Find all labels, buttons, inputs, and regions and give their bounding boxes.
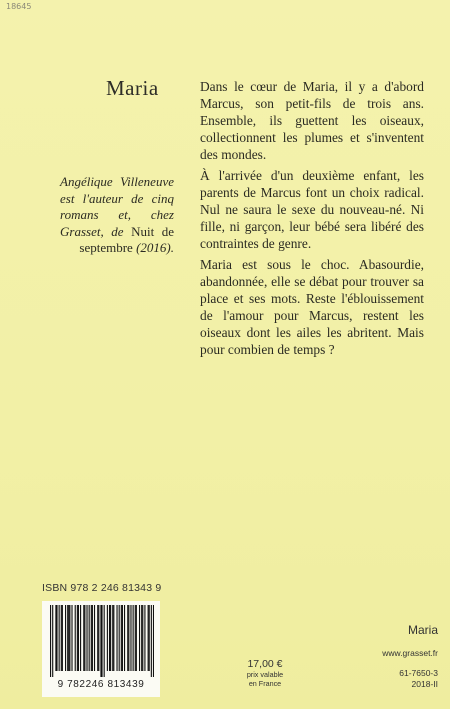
blurb-paragraph-1: Dans le cœur de Maria, il y a d'abord Marcus, son petit-fils de trois ans. Ensemble, ils guettent les oiseaux, collectionnent les plumes et s'inventent des mondes. <box>200 79 424 162</box>
barcode-bar <box>133 605 134 671</box>
barcode-bar <box>119 605 120 671</box>
barcode-bar <box>136 605 137 671</box>
barcode-bar <box>92 605 93 671</box>
barcode-bar <box>142 605 143 671</box>
barcode-bar <box>130 605 131 671</box>
price-note-2: en France <box>248 679 282 688</box>
barcode-bar <box>80 605 81 671</box>
barcode-bar <box>116 605 117 671</box>
barcode-bar <box>83 605 84 671</box>
barcode-bar <box>122 605 123 671</box>
barcode-bar <box>139 605 140 671</box>
author-note <box>60 174 174 257</box>
barcode-bar <box>94 605 95 671</box>
barcode-bar <box>91 605 92 671</box>
barcode-bar <box>67 605 68 671</box>
barcode-bar <box>153 605 154 677</box>
barcode-bar <box>89 605 90 671</box>
barcode-bar <box>56 605 57 671</box>
barcode-bar <box>55 605 56 671</box>
price-note-1: prix valable <box>246 670 284 679</box>
isbn: ISBN 978 2 246 81343 9 <box>42 582 162 594</box>
barcode-bar <box>75 605 76 671</box>
barcode-bar <box>68 605 69 671</box>
barcode-bar <box>148 605 149 671</box>
barcode-bar <box>149 605 150 671</box>
barcode-bar <box>65 605 66 671</box>
price: 17,00 € <box>247 658 283 670</box>
author-year: (2016). <box>136 240 174 255</box>
barcode-bar <box>62 605 63 671</box>
barcode-bar <box>151 605 152 677</box>
barcode-bar <box>84 605 85 671</box>
barcode-bar <box>127 605 128 671</box>
barcode-bar <box>97 605 98 671</box>
barcode-bar <box>86 605 87 671</box>
corner-mark: 18645 <box>6 2 32 11</box>
barcode-digits: 9 782246 813439 <box>57 679 145 690</box>
barcode-bar <box>135 605 136 671</box>
author-name: Angélique Villeneuve <box>60 174 174 189</box>
barcode-bar <box>110 605 111 671</box>
barcode-bar <box>59 605 60 671</box>
publisher-site: www.grasset.fr <box>382 648 438 658</box>
barcode-bar <box>78 605 79 671</box>
barcode-bar <box>121 605 122 671</box>
barcode <box>42 601 160 697</box>
barcode-bar <box>52 605 53 677</box>
price-box <box>239 658 291 688</box>
book-title: Maria <box>106 76 159 100</box>
barcode-bar <box>112 605 113 671</box>
barcode-bar <box>61 605 62 671</box>
barcode-bar <box>50 605 51 677</box>
barcode-bar <box>113 605 114 671</box>
publisher-code: 61-7650-3 <box>399 668 438 678</box>
barcode-bar <box>109 605 110 671</box>
publisher-book-name: Maria <box>407 623 438 637</box>
barcode-bar <box>71 605 72 671</box>
barcode-bar <box>69 605 70 671</box>
blurb <box>200 78 424 362</box>
blurb-paragraph-2: À l'arrivée d'un deuxième enfant, les parents de Marcus font un choix radical. Nul ne saura le sexe du nouveau-né. Ni fille, ni garçon, leur bébé sera libéré des contraintes de genre. <box>200 168 424 251</box>
barcode-bar <box>107 605 108 671</box>
barcode-bar <box>100 605 101 677</box>
barcode-bar <box>101 605 102 677</box>
barcode-bar <box>144 605 145 671</box>
barcode-bar <box>104 605 105 677</box>
blurb-paragraph-3: Maria est sous le choc. Abasourdie, abandonnée, elle se débat pour trouver sa place et ses mots. Reste l'éblouissement de l'amour pour Marcus, restent les oiseaux dont les ailes les abritent. Mais pour combien de temps ? <box>200 257 424 357</box>
author-book: Nuit de septembre <box>79 223 174 255</box>
author-text: est l'auteur de cinq romans et, chez Grasset, de <box>60 190 174 239</box>
barcode-bar <box>124 605 125 671</box>
barcode-bar <box>128 605 129 671</box>
barcode-bar <box>141 605 142 671</box>
publisher-edition: 2018-II <box>411 679 438 689</box>
barcode-bar <box>77 605 78 671</box>
barcode-bars <box>50 605 154 677</box>
barcode-bar <box>98 605 99 671</box>
